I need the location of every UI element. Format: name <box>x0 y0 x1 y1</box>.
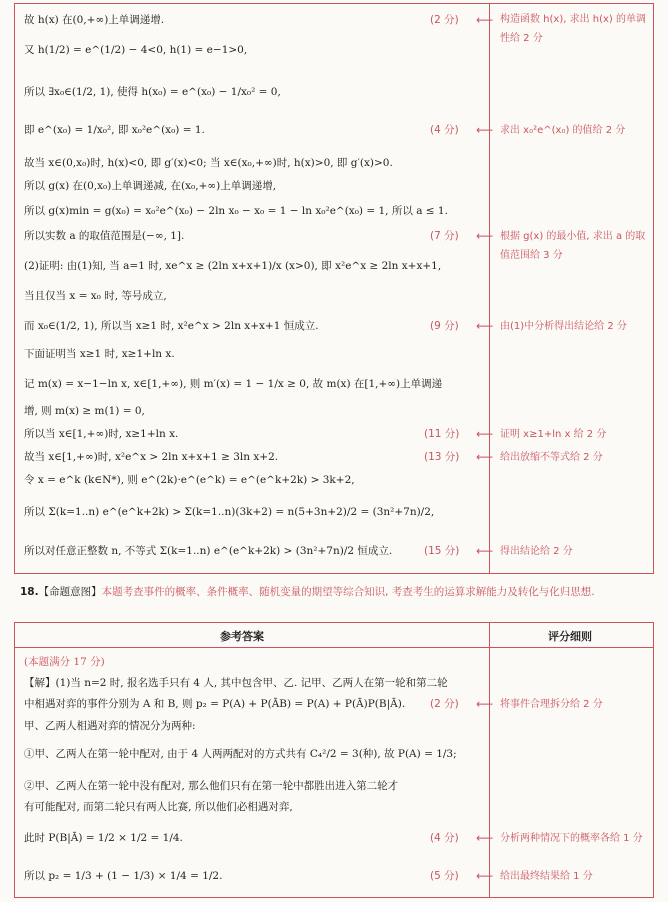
score-points: (2 分) <box>430 698 459 710</box>
solution-line: 故当 x∈(0,x₀)时, h(x)<0, 即 g′(x)<0; 当 x∈(x₀,+∞)时, h(x)>0, 即 g′(x)>0. <box>24 157 393 169</box>
grading-comment: 得出结论给 2 分 <box>500 546 573 557</box>
question-number: 18. <box>20 586 39 598</box>
solution-line: 下面证明当 x≥1 时, x≥1+ln x. <box>24 348 175 360</box>
solution-line: 又 h(1/2) = e^(1/2) − 4<0, h(1) = e−1>0, <box>24 44 248 56</box>
solution-line: 所以 g(x) 在(0,x₀)上单调递减, 在(x₀,+∞)上单调递增, <box>24 180 277 192</box>
solution-line: 而 x₀∈(1/2, 1), 所以当 x≥1 时, x²e^x > 2ln x+x+1 恒成立. <box>24 320 319 332</box>
grading-comment: 给出放缩不等式给 2 分 <box>500 452 603 463</box>
score-points: (2 分) <box>430 14 459 26</box>
solution-line: 所以实数 a 的取值范围是(−∞, 1]. <box>24 230 185 242</box>
solution-line: 所以当 x∈[1,+∞)时, x≥1+ln x. <box>24 428 179 440</box>
grading-comment: 由(1)中分析得出结论给 2 分 <box>500 321 627 332</box>
solution-line: 即 e^(x₀) = 1/x₀², 即 x₀²e^(x₀) = 1. <box>24 124 205 136</box>
score-points: (15 分) <box>424 545 460 557</box>
score-points: (9 分) <box>430 320 459 332</box>
grading-comment: 将事件合理拆分给 2 分 <box>500 699 603 710</box>
intent-tag: 【命题意图】 <box>38 586 102 598</box>
arrow-left-icon: ⟵ <box>476 544 494 558</box>
arrow-left-icon: ⟵ <box>476 831 494 845</box>
arrow-left-icon: ⟵ <box>476 319 494 333</box>
arrow-left-icon: ⟵ <box>476 427 494 441</box>
solution-line: ②甲、乙两人在第一轮中没有配对, 那么他们只有在第一轮中都胜出进入第二轮才 <box>24 780 399 792</box>
solution-line: 【解】(1)当 n=2 时, 报名选手只有 4 人, 其中包含甲、乙. 记甲、乙两人在第一轮和第二轮 <box>24 677 448 689</box>
solution-line: 甲、乙两人相遇对弈的情况分为两种: <box>24 720 196 732</box>
grading-comment: 求出 x₀²e^(x₀) 的值给 2 分 <box>500 125 626 136</box>
solution-line: 令 x = e^k (k∈N*), 则 e^(2k)·e^(e^k) = e^(e^k+2k) > 3k+2, <box>24 474 355 486</box>
score-points: (4 分) <box>430 124 459 136</box>
intent-text: 本题考查事件的概率、条件概率、随机变量的期望等综合知识, 考查考生的运算求解能力及转化与化归思想. <box>101 586 595 598</box>
score-points: (4 分) <box>430 832 459 844</box>
score-points: (11 分) <box>424 428 460 440</box>
grading-comment: 分析两种情况下的概率各给 1 分 <box>500 833 643 844</box>
arrow-left-icon: ⟵ <box>476 13 494 27</box>
solution-line: 中相遇对弈的事件分别为 A 和 B, 则 p₂ = P(A) + P(ĀB) = P(A) + P(Ā)P(B|Ā). <box>24 698 406 710</box>
grading-comment: 证明 x≥1+ln x 给 2 分 <box>500 429 607 440</box>
score-points: (13 分) <box>424 451 460 463</box>
solution-line: (本题满分 17 分) <box>24 656 105 668</box>
column-divider <box>489 4 490 573</box>
score-points: (5 分) <box>430 870 459 882</box>
solution-line: 此时 P(B|Ā) = 1/2 × 1/2 = 1/4. <box>24 832 183 844</box>
solution-line: 故 h(x) 在(0,+∞)上单调递增. <box>24 14 165 26</box>
solution-line: 增, 则 m(x) ≥ m(1) = 0, <box>24 405 145 417</box>
header-divider <box>15 647 653 648</box>
header-answer: 参考答案 <box>220 630 264 643</box>
solution-line: 所以 p₂ = 1/3 + (1 − 1/3) × 1/4 = 1/2. <box>24 870 223 882</box>
header-rule: 评分细则 <box>548 630 592 643</box>
solution-line: 当且仅当 x = x₀ 时, 等号成立, <box>24 290 167 302</box>
column-divider <box>489 623 490 897</box>
arrow-left-icon: ⟵ <box>476 123 494 137</box>
solution-line: 故当 x∈[1,+∞)时, x²e^x > 2ln x+x+1 ≥ 3ln x+2. <box>24 451 279 463</box>
grading-comment: 给出最终结果给 1 分 <box>500 871 593 882</box>
solution-line: 所以 ∃x₀∈(1/2, 1), 使得 h(x₀) = e^(x₀) − 1/x₀² = 0, <box>24 86 281 98</box>
arrow-left-icon: ⟵ <box>476 697 494 711</box>
arrow-left-icon: ⟵ <box>476 450 494 464</box>
question-18-intent <box>20 583 652 602</box>
solution-line: (2)证明: 由(1)知, 当 a=1 时, xe^x ≥ (2ln x+x+1)/x (x>0), 即 x²e^x ≥ 2ln x+x+1, <box>24 260 442 272</box>
solution-line: 所以对任意正整数 n, 不等式 Σ(k=1..n) e^(e^k+2k) > (3n²+7n)/2 恒成立. <box>24 545 393 557</box>
arrow-left-icon: ⟵ <box>476 229 494 243</box>
grading-comment: 构造函数 h(x), 求出 h(x) 的单调性给 2 分 <box>500 14 647 44</box>
arrow-left-icon: ⟵ <box>476 869 494 883</box>
grading-comment: 根据 g(x) 的最小值, 求出 a 的取值范围给 3 分 <box>500 231 646 261</box>
score-points: (7 分) <box>430 230 459 242</box>
solution-line: 所以 g(x)min = g(x₀) = x₀²e^(x₀) − 2ln x₀ − x₀ = 1 − ln x₀²e^(x₀) = 1, 所以 a ≤ 1. <box>24 205 448 217</box>
solution-line: ①甲、乙两人在第一轮中配对, 由于 4 人两两配对的方式共有 C₄²/2 = 3(种), 故 P(A) = 1/3; <box>24 748 457 760</box>
solution-line: 记 m(x) = x−1−ln x, x∈[1,+∞), 则 m′(x) = 1 − 1/x ≥ 0, 故 m(x) 在[1,+∞)上单调递 <box>24 378 443 390</box>
solution-line: 所以 Σ(k=1..n) e^(e^k+2k) > Σ(k=1..n)(3k+2) = n(5+3n+2)/2 = (3n²+7n)/2, <box>24 506 435 518</box>
solution-line: 有可能配对, 而第二轮只有两人比赛, 所以他们必相遇对弈, <box>24 801 293 813</box>
